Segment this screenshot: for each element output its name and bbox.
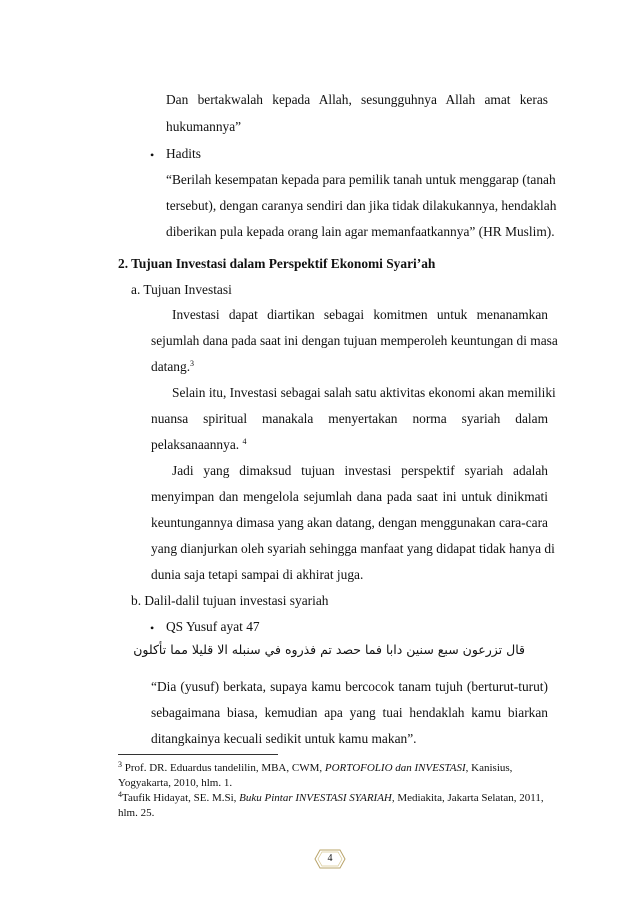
- page-number: 4: [327, 853, 333, 864]
- footnote-4-line-1: [118, 791, 544, 805]
- hadits-line-3: diberikan pula kepada orang lain agar memanfaatkannya” (HR Muslim).: [166, 224, 555, 239]
- footnote-4-author: Taufik Hidayat, SE. M.Si,: [122, 792, 240, 804]
- quote-end-line-2: hukumannya”: [166, 119, 242, 134]
- hadits-label: Hadits: [166, 146, 201, 161]
- para1-line-3: [151, 359, 194, 375]
- para3-line-3: keuntungannya dimasa yang akan datang, dengan menggunakan cara-cara: [151, 515, 548, 530]
- subsection-b-label: b. Dalil-dalil tujuan investasi syariah: [131, 593, 329, 608]
- para3-line-4: yang dianjurkan oleh syariah sehingga manfaat yang didapat tidak hanya di: [151, 541, 555, 556]
- footnote-3-line-1: [118, 761, 512, 775]
- para1-line-1: Investasi dapat diartikan sebagai komitmen untuk menanamkan: [172, 307, 548, 322]
- footnote-4-line-2: hlm. 25.: [118, 807, 155, 819]
- para3-line-2: menyimpan dan mengelola sejumlah dana pada saat ini untuk dinikmati: [151, 489, 548, 504]
- section-heading: 2. Tujuan Investasi dalam Perspektif Ekonomi Syari’ah: [118, 256, 436, 271]
- footnote-3-line-2: Yogyakarta, 2010, hlm. 1.: [118, 777, 233, 789]
- hadits-line-2: tersebut), dengan caranya sendiri dan jika tidak dilakukannya, hendaklah: [166, 198, 557, 213]
- arabic-verse: قال تزرعون سبع سنين دابا فما حصد تم فذروه في سنبله الا قليلا مما تأكلون: [133, 642, 525, 657]
- footnote-3-title: PORTOFOLIO dan INVESTASI: [324, 762, 466, 774]
- footnote-3-author: Prof. DR. Eduardus tandelilin, MBA, CWM,: [122, 762, 325, 774]
- footnote-separator: [118, 754, 278, 755]
- hadits-line-1: “Berilah kesempatan kepada para pemilik tanah untuk menggarap (tanah: [166, 172, 556, 187]
- footnote-4-number: 4: [118, 790, 122, 799]
- para2-line-1: Selain itu, Investasi sebagai salah satu aktivitas ekonomi akan memiliki: [172, 385, 556, 400]
- subsection-a-label: a. Tujuan Investasi: [131, 282, 232, 297]
- hadits-bullet: •: [150, 148, 155, 162]
- translation-line-2: sebagaimana biasa, kemudian apa yang tuai hendaklah kamu biarkan: [151, 705, 548, 720]
- para1-line-3-text: datang.: [151, 359, 191, 374]
- quote-end-line-1: Dan bertakwalah kepada Allah, sesungguhnya Allah amat keras: [166, 92, 548, 107]
- footnote-4-title: Buku Pintar INVESTASI SYARIAH,: [239, 792, 395, 804]
- translation-line-3: ditangkainya kecuali sedikit untuk kamu makan”.: [151, 731, 417, 746]
- para2-line-3-text: pelaksanaannya.: [151, 437, 240, 452]
- para3-line-5: dunia saja tetapi sampai di akhirat juga.: [151, 567, 364, 582]
- para3-line-1: Jadi yang dimaksud tujuan investasi perspektif syariah adalah: [172, 463, 548, 478]
- footnote-ref-4: 4: [242, 437, 247, 446]
- qs-label: QS Yusuf ayat 47: [166, 619, 260, 634]
- footnote-3-number: 3: [118, 760, 122, 769]
- footnote-ref-3: 3: [190, 359, 195, 368]
- para2-line-2: nuansa spiritual manakala menyertakan norma syariah dalam: [151, 411, 548, 426]
- translation-line-1: “Dia (yusuf) berkata, supaya kamu bercocok tanam tujuh (berturut-turut): [151, 679, 548, 694]
- para2-line-3: [151, 437, 246, 453]
- qs-bullet: •: [150, 621, 155, 635]
- footnote-4-publisher: Mediakita, Jakarta Selatan, 2011,: [394, 792, 544, 804]
- page-number-frame: [312, 847, 348, 871]
- footnote-3-publisher: , Kanisius,: [465, 762, 513, 774]
- para1-line-2: sejumlah dana pada saat ini dengan tujuan memperoleh keuntungan di masa: [151, 333, 558, 348]
